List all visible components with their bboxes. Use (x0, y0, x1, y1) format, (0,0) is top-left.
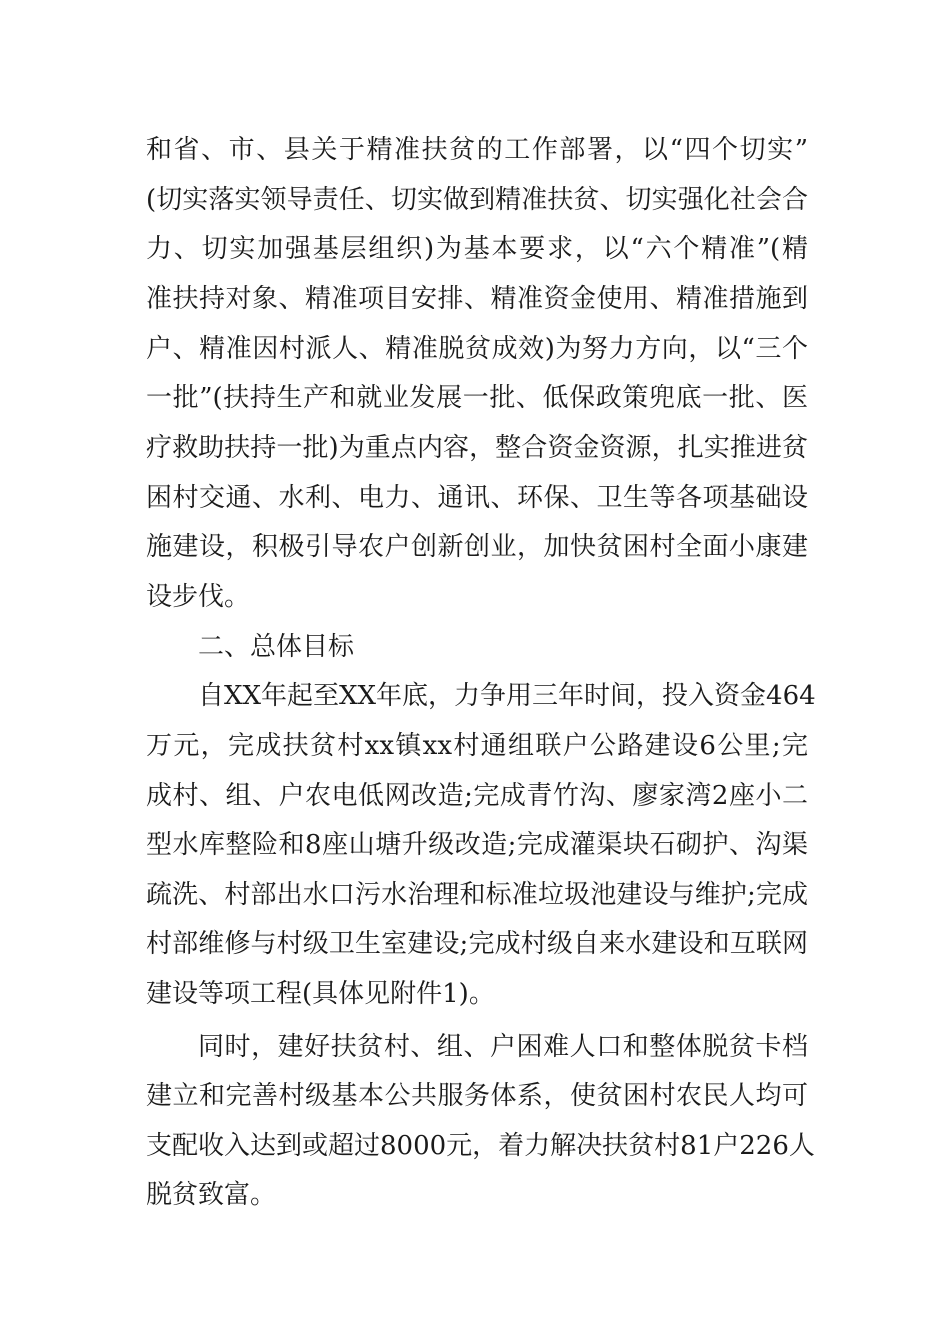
text-line: 户、精准因村派人、精准脱贫成效)为努力方向，以“三个 (146, 334, 808, 364)
text-line: 建设等项工程(具体见附件1)。 (146, 979, 495, 1009)
section-heading: 二、总体目标 (198, 632, 355, 662)
text-line: 自XX年起至XX年底，力争用三年时间，投入资金464 (198, 681, 816, 711)
text-line: 疗救助扶持一批)为重点内容，整合资金资源，扎实推进贫 (146, 433, 808, 463)
text-line: 困村交通、水利、电力、通讯、环保、卫生等各项基础设 (146, 483, 808, 513)
text-line: 支配收入达到或超过8000元，着力解决扶贫村81户226人 (146, 1131, 815, 1161)
text-line: 村部维修与村级卫生室建设;完成村级自来水建设和互联网 (146, 929, 808, 959)
text-line: 疏洗、村部出水口污水治理和标准垃圾池建设与维护;完成 (146, 880, 808, 910)
text-line: 同时，建好扶贫村、组、户困难人口和整体脱贫卡档 (198, 1032, 808, 1062)
text-line: 设步伐。 (146, 582, 251, 612)
text-line: (切实落实领导责任、切实做到精准扶贫、切实强化社会合 (146, 185, 808, 215)
text-line: 一批”(扶持生产和就业发展一批、低保政策兜底一批、医 (146, 383, 808, 413)
text-line: 和省、市、县关于精准扶贫的工作部署，以“四个切实” (146, 135, 808, 165)
text-line: 力、切实加强基层组织)为基本要求，以“六个精准”(精 (146, 234, 808, 264)
text-line: 型水库整险和8座山塘升级改造;完成灌渠块石砌护、沟渠 (146, 830, 808, 860)
text-line: 施建设，积极引导农户创新创业，加快贫困村全面小康建 (146, 532, 808, 562)
text-line: 成村、组、户农电低网改造;完成青竹沟、廖家湾2座小二 (146, 781, 808, 811)
text-line: 建立和完善村级基本公共服务体系，使贫困村农民人均可 (146, 1081, 808, 1111)
text-line: 万元，完成扶贫村xx镇xx村通组联户公路建设6公里;完 (146, 731, 808, 761)
text-line: 准扶持对象、精准项目安排、精准资金使用、精准措施到 (146, 284, 808, 314)
text-line: 脱贫致富。 (146, 1180, 277, 1210)
